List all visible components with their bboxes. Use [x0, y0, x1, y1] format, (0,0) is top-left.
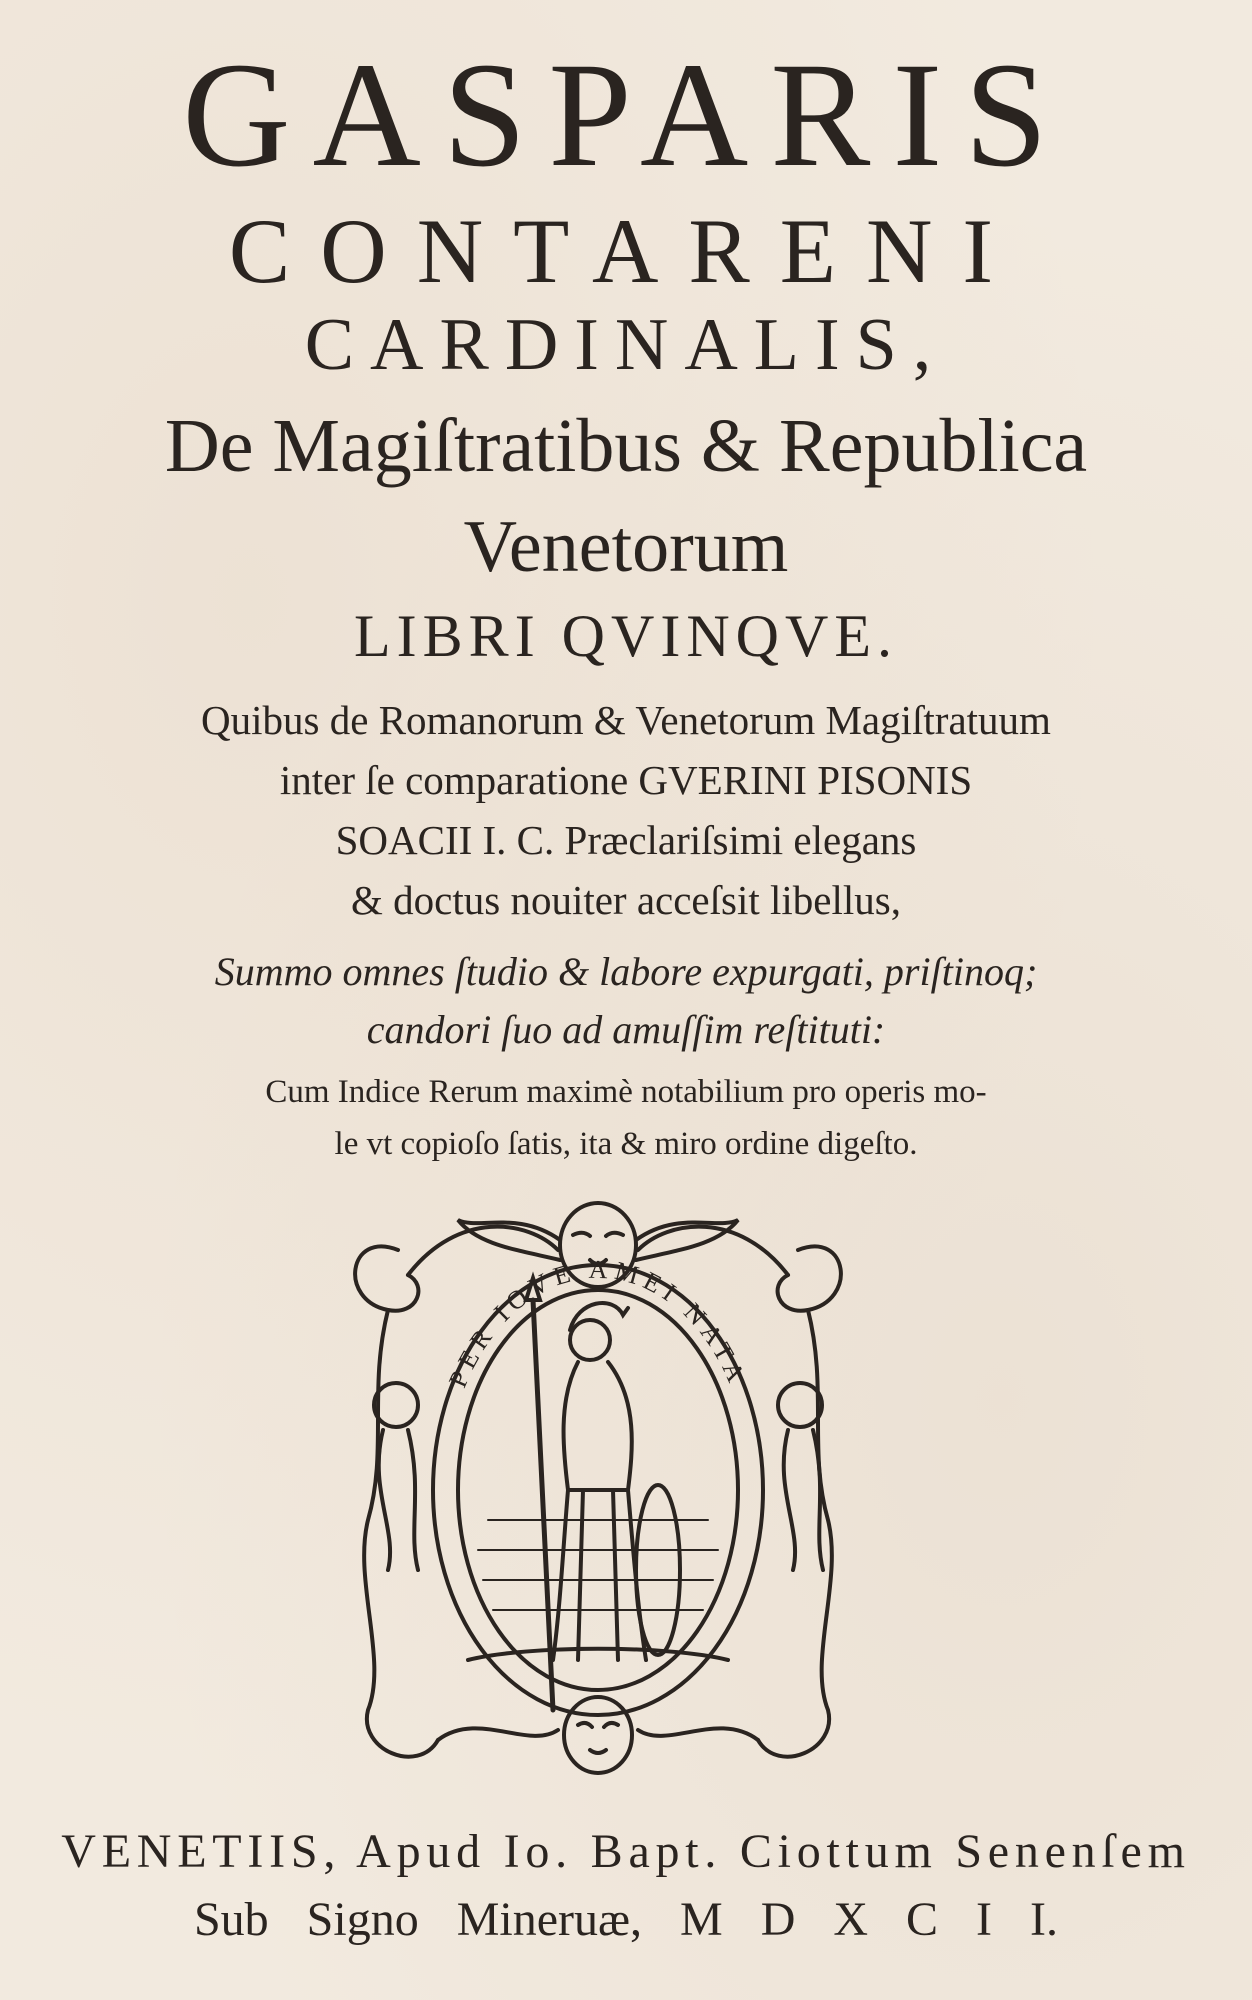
work-title-continued: Venetorum [463, 506, 789, 588]
subtitle-line-3: SOACII I. C. Præclariſsimi elegans [335, 817, 917, 863]
index-note-line-1: Cum Indice Rerum maximè notabilium pro operis mo- [265, 1074, 987, 1110]
minerva-woodcut-icon [328, 1190, 868, 1790]
italic-note-line-1: Summo omnes ſtudio & labore expurgati, priſtinoq; [214, 949, 1038, 994]
author-surname: CONTARENI [228, 200, 1024, 302]
subtitle-line-2: inter ſe comparatione GVERINI PISONIS [279, 757, 973, 803]
volume-count: LIBRI QVINQVE. [354, 603, 898, 669]
imprint-sign-date: Sub Signo Mineruæ, M D X C I I. [193, 1893, 1059, 1946]
device-motto: PER IOVE AMEI NATA [442, 1254, 754, 1392]
printers-device-minerva [328, 1190, 868, 1790]
imprint-place-printer: VENETIIS, Apud Io. Bapt. Ciottum Senenſem [61, 1825, 1191, 1878]
author-title: CARDINALIS, [304, 304, 948, 386]
subtitle-line-4: & doctus nouiter acceſsit libellus, [351, 877, 901, 923]
italic-note-line-2: candori ſuo ad amuſſim reſtituti: [366, 1007, 886, 1052]
subtitle-line-1: Quibus de Romanorum & Venetorum Magiſtratuum [201, 697, 1051, 743]
index-note-line-2: le vt copioſo ſatis, ita & miro ordine digeſto. [334, 1126, 918, 1162]
work-title: De Magiſtratibus & Republica [164, 404, 1088, 488]
author-forename: GASPARIS [182, 32, 1070, 198]
